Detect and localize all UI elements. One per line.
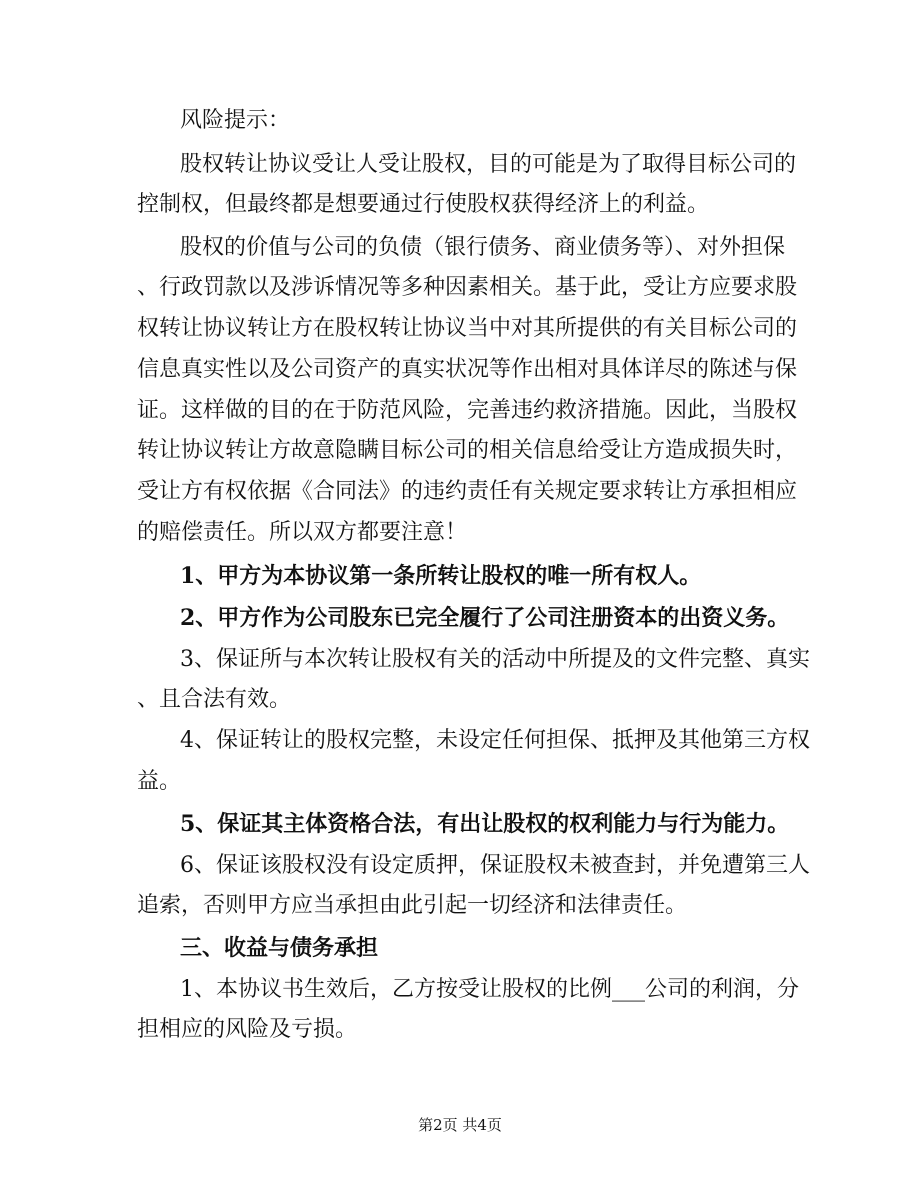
clause-1: 1、甲方为本协议第一条所转让股权的唯一所有权人。: [180, 563, 702, 589]
risk-heading: 风险提示：: [180, 108, 291, 133]
paragraph-line: 转让协议转让方故意隐瞒目标公司的相关信息给受让方造成损失时，: [137, 438, 798, 463]
paragraph-line: 、行政罚款以及涉诉情况等多种因素相关。基于此，受让方应要求股: [137, 275, 798, 300]
section-heading: 三、收益与债务承担: [180, 935, 379, 961]
clause-4: 4、保证转让的股权完整，未设定任何担保、抵押及其他第三方权: [180, 728, 810, 753]
section-clause-1-cont: 担相应的风险及亏损。: [137, 1017, 358, 1042]
clause-2: 2、甲方作为公司股东已完全履行了公司注册资本的出资义务。: [180, 605, 790, 631]
clause-3: 3、保证所与本次转让股权有关的活动中所提及的文件完整、真实: [180, 647, 810, 672]
clause-5: 5、保证其主体资格合法，有出让股权的权利能力与行为能力。: [180, 811, 790, 837]
paragraph-line: 股权的价值与公司的负债（银行债务、商业债务等）、对外担保: [180, 235, 786, 260]
clause-4-cont: 益。: [137, 769, 182, 794]
section-clause-1: 1、本协议书生效后，乙方按受让股权的比例___公司的利润，分: [180, 977, 799, 1002]
paragraph-line: 受让方有权依据《合同法》的违约责任有关规定要求转让方承担相应: [137, 479, 798, 504]
paragraph-line: 控制权，但最终都是想要通过行使股权获得经济上的利益。: [137, 192, 710, 217]
paragraph-line: 证。这样做的目的在于防范风险，完善违约救济措施。因此，当股权: [137, 398, 798, 423]
paragraph-line: 股权转让协议受让人受让股权，目的可能是为了取得目标公司的: [180, 152, 797, 177]
clause-6-cont: 追索，否则甲方应当承担由此引起一切经济和法律责任。: [137, 893, 688, 918]
clause-3-cont: 、且合法有效。: [137, 687, 292, 712]
paragraph-line: 权转让协议转让方在股权转让协议当中对其所提供的有关目标公司的: [137, 316, 798, 341]
page-number-footer: 第2页 共4页: [418, 1116, 502, 1134]
paragraph-line: 信息真实性以及公司资产的真实状况等作出相对具体详尽的陈述与保: [137, 357, 798, 382]
paragraph-line: 的赔偿责任。所以双方都要注意！: [137, 520, 468, 545]
clause-6: 6、保证该股权没有设定质押，保证股权未被查封，并免遭第三人: [180, 853, 810, 878]
